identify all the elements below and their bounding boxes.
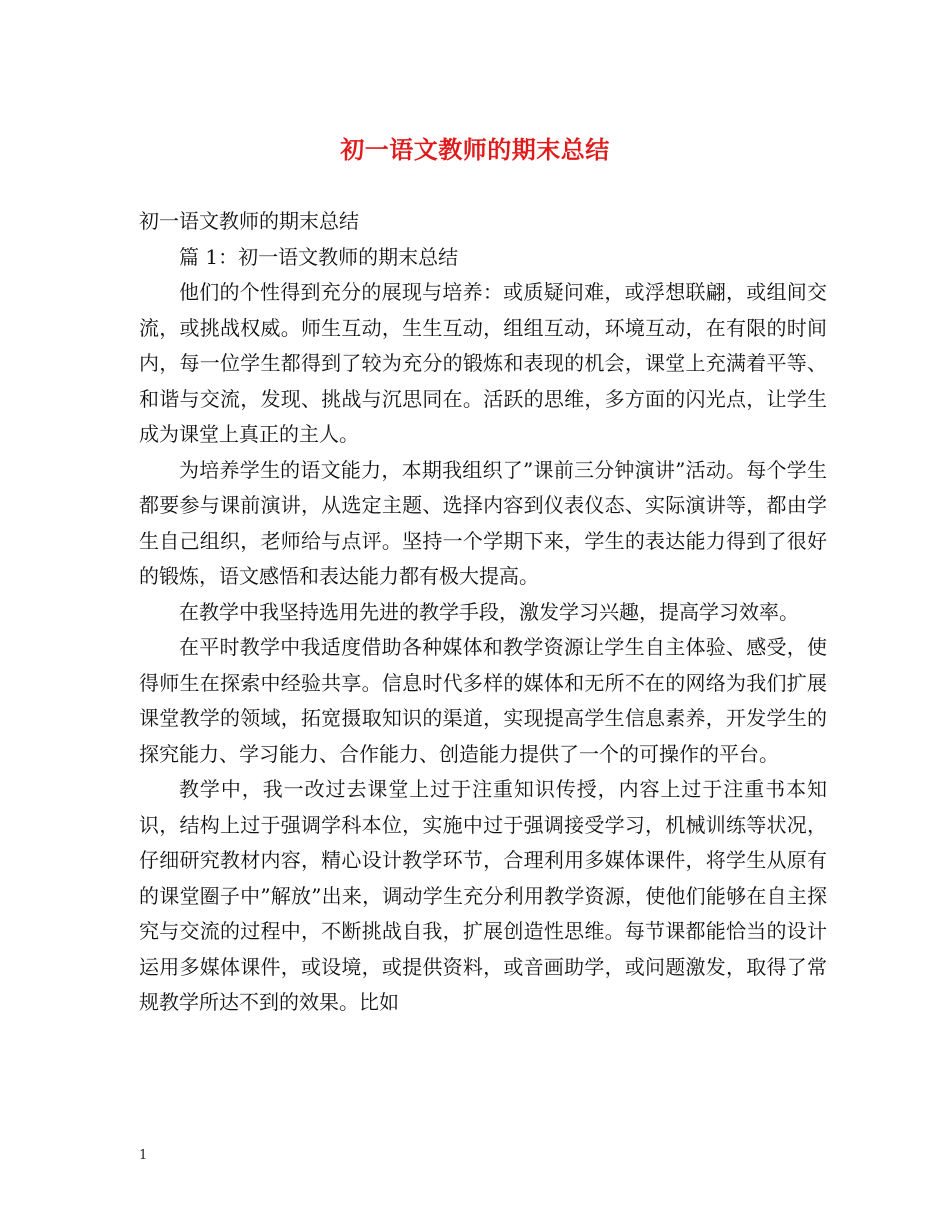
- document-body: [139, 204, 827, 1021]
- section-label: 篇 1：初一语文教师的期末总结: [179, 244, 459, 269]
- paragraph-4: 在平时教学中我适度借助各种媒体和教学资源让学生自主体验、感受，使得师生在探索中经验共享。信息时代多样的媒体和无所不在的网络为我们扩展课堂教学的领域，拓宽摄取知识的渠道，实现提高学生信息素养，开发学生的探究能力、学习能力、合作能力、创造能力提供了一个的可操作的平台。: [139, 635, 827, 766]
- document-title: 初一语文教师的期末总结: [340, 135, 610, 164]
- page-number: 1: [139, 1148, 148, 1163]
- paragraph-2: 为培养学生的语文能力，本期我组织了”课前三分钟演讲”活动。每个学生都要参与课前演讲，从选定主题、选择内容到仪表仪态、实际演讲等，都由学生自己组织，老师给与点评。坚持一个学期下来，学生的表达能力得到了很好的锻炼，语文感悟和表达能力都有极大提高。: [139, 457, 827, 588]
- paragraph-5: 教学中，我一改过去课堂上过于注重知识传授，内容上过于注重书本知识，结构上过于强调学科本位，实施中过于强调接受学习，机械训练等状况，仔细研究教材内容，精心设计教学环节，合理利用多媒体课件，将学生从原有的课堂圈子中”解放”出来，调动学生充分利用教学资源，使他们能够在自主探究与交流的过程中，不断挑战自我，扩展创造性思维。每节课都能恰当的设计运用多媒体课件，或设境，或提供资料，或音画助学，或问题激发，取得了常规教学所达不到的效果。比如: [139, 777, 827, 1014]
- paragraph-1: 他们的个性得到充分的展现与培养：或质疑问难，或浮想联翩，或组间交流，或挑战权威。师生互动，生生互动，组组互动，环境互动，在有限的时间内，每一位学生都得到了较为充分的锻炼和表现的机会，课堂上充满着平等、和谐与交流，发现、挑战与沉思同在。活跃的思维，多方面的闪光点，让学生成为课堂上真正的主人。: [139, 280, 827, 446]
- paragraph-3: 在教学中我坚持选用先进的教学手段，激发学习兴趣，提高学习效率。: [179, 599, 799, 624]
- heading-line: 初一语文教师的期末总结: [139, 209, 359, 233]
